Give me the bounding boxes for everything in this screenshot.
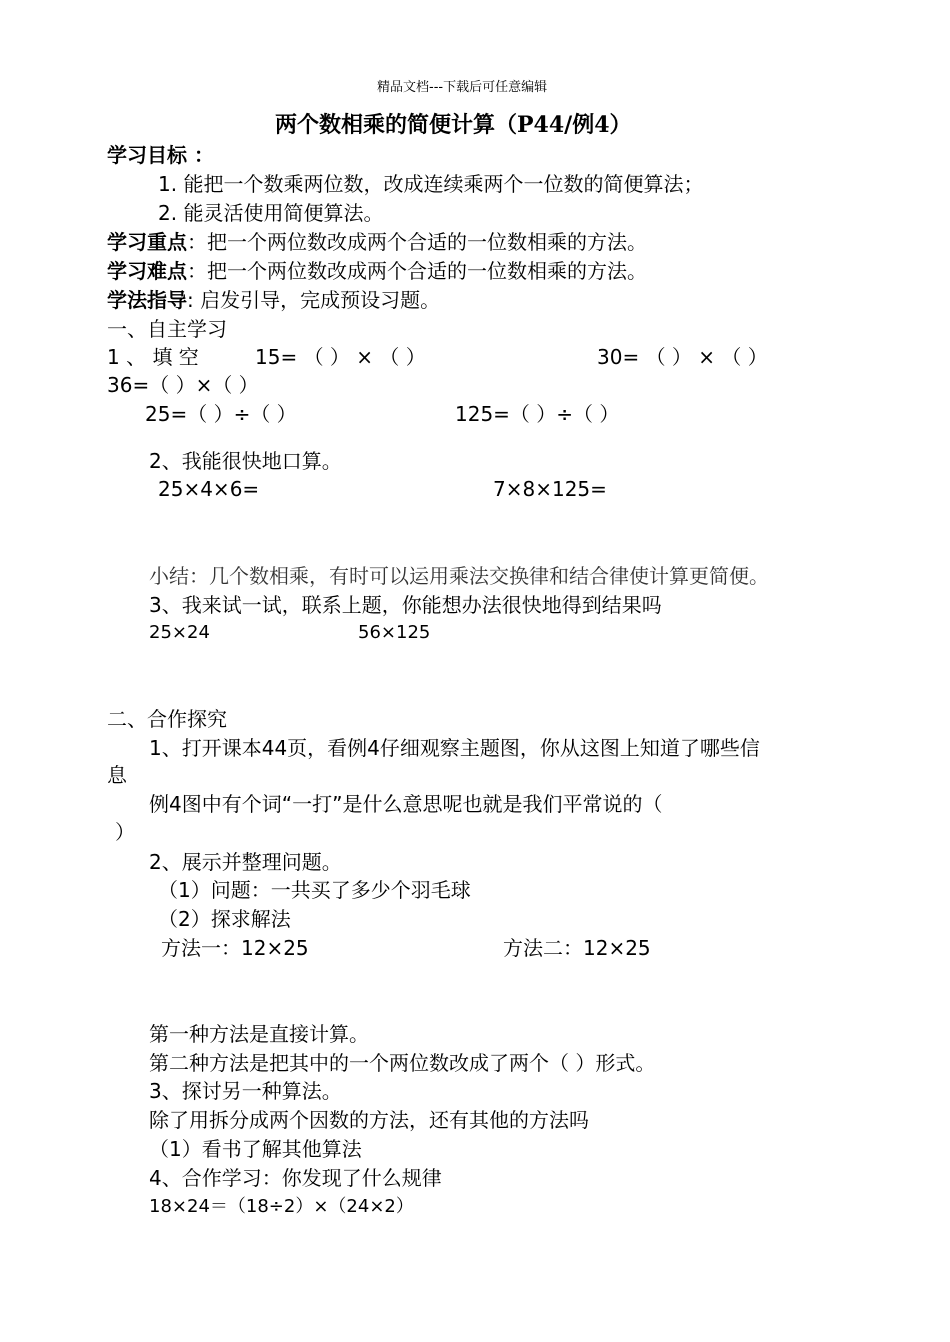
explore-item-1-line1: 1、打开课本44页，看例4仔细观察主题图，你从这图上知道了哪些信 (149, 736, 760, 760)
q3-item-b: 56×125 (358, 622, 431, 643)
q1-item-c: 36=（ ）×（ ） (107, 373, 259, 397)
q1-label: 1 、 填 空 (107, 345, 199, 369)
explore-item-4: 3、探讨另一种算法。 (149, 1079, 342, 1103)
key-point-label: 学习重点 (107, 230, 187, 254)
explore-item-1-line2: 息 (107, 763, 127, 787)
explore-item-2-line1: 例4图中有个词“一打”是什么意思呢也就是我们平常说的（ (149, 792, 663, 816)
goals-label: 学习目标 ： (107, 143, 214, 167)
summary-text: 小结：几个数相乘，有时可以运用乘法交换律和结合律使计算更简便。 (149, 564, 769, 588)
q1-item-e: 125=（ ）÷（ ） (455, 402, 620, 426)
goal-item-2: 2. 能灵活使用简便算法。 (158, 201, 384, 225)
method-two: 方法二：12×25 (503, 936, 651, 960)
difficulty-label: 学习难点 (107, 259, 187, 283)
explore-item-3-a: （1）问题：一共买了多少个羽毛球 (158, 878, 471, 902)
explore-item-4-a: 除了用拆分成两个因数的方法，还有其他的方法吗 (149, 1108, 589, 1132)
second-method-note: 第二种方法是把其中的一个两位数改成了两个（ ）形式。 (149, 1051, 656, 1075)
section2-heading: 二、合作探究 (107, 707, 227, 731)
method-guide-text: : 启发引导，完成预设习题。 (187, 288, 441, 312)
explore-item-2-line2: ） (115, 820, 135, 844)
explore-item-3-b: （2）探求解法 (158, 907, 291, 931)
key-point (107, 229, 647, 255)
q1-item-b: 30= （ ） × （ ） (597, 345, 768, 369)
method-guide-label: 学法指导 (107, 288, 187, 312)
goal-item-1: 1. 能把一个数乘两位数，改成连续乘两个一位数的简便算法； (158, 172, 704, 196)
first-method-note: 第一种方法是直接计算。 (149, 1022, 369, 1046)
document-title: 两个数相乘的简便计算（P44/例4） (275, 112, 632, 138)
key-point-text: ：把一个两位数改成两个合适的一位数相乘的方法。 (187, 230, 647, 254)
q3-heading: 3、我来试一试，联系上题，你能想办法很快地得到结果吗 (149, 593, 662, 617)
method-one: 方法一：12×25 (161, 936, 309, 960)
q2-heading: 2、我能很快地口算。 (149, 449, 342, 473)
explore-item-3: 2、展示并整理问题。 (149, 850, 342, 874)
explore-item-5-a: 18×24＝（18÷2）×（24×2） (149, 1196, 414, 1217)
q1-item-d: 25=（ ）÷（ ） (145, 402, 297, 426)
difficulty-text: ：把一个两位数改成两个合适的一位数相乘的方法。 (187, 259, 647, 283)
q2-item-b: 7×8×125= (493, 477, 607, 501)
q1-item-a: 15= （ ） × （ ） (255, 345, 426, 369)
section1-heading: 一、自主学习 (107, 317, 227, 341)
q2-item-a: 25×4×6= (158, 477, 260, 501)
difficulty (107, 258, 647, 284)
method-guide (107, 287, 440, 313)
explore-item-5: 4、合作学习：你发现了什么规律 (149, 1166, 442, 1190)
page-header: 精品文档---下载后可任意编辑 (377, 80, 548, 95)
explore-item-4-b: （1）看书了解其他算法 (149, 1137, 362, 1161)
q3-item-a: 25×24 (149, 622, 210, 643)
